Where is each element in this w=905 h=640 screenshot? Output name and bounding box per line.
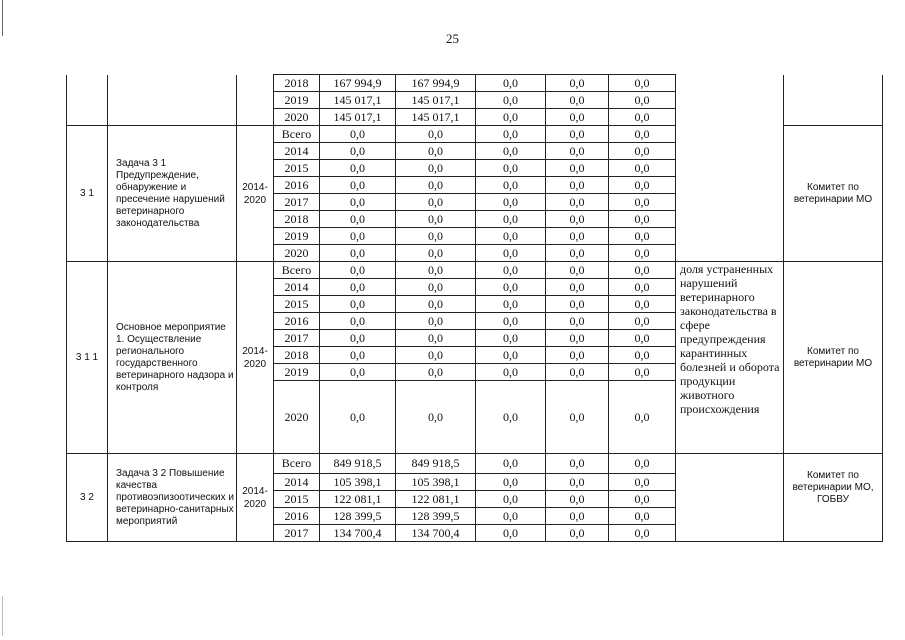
year-cell: 2019 <box>274 92 320 109</box>
value-cell: 0,0 <box>396 347 476 364</box>
value-cell: 0,0 <box>476 211 546 228</box>
value-cell: 0,0 <box>396 245 476 262</box>
executor-cell: Комитет по ветеринарии МО, ГОБВУ <box>784 454 883 542</box>
value-cell: 0,0 <box>609 228 676 245</box>
value-cell: 0,0 <box>546 508 609 525</box>
year-cell: 2019 <box>274 228 320 245</box>
value-cell: 0,0 <box>320 313 396 330</box>
value-cell: 0,0 <box>320 296 396 313</box>
table-row <box>67 75 883 92</box>
value-cell: 0,0 <box>396 143 476 160</box>
year-cell: 2014 <box>274 474 320 491</box>
year-cell: 2017 <box>274 194 320 211</box>
value-cell: 0,0 <box>476 381 546 454</box>
indicator-cell: доля устраненных нарушений ветеринарного законодательства в сфере предупреждения карантинных болезней и оборота продукции животного происхождения <box>676 262 784 454</box>
value-cell: 122 081,1 <box>320 491 396 508</box>
value-cell: 0,0 <box>546 109 609 126</box>
indicator-cell <box>676 75 784 262</box>
value-cell: 0,0 <box>609 474 676 491</box>
value-cell: 105 398,1 <box>396 474 476 491</box>
year-cell: 2019 <box>274 364 320 381</box>
table-row <box>67 454 883 474</box>
year-cell: 2018 <box>274 211 320 228</box>
value-cell: 0,0 <box>476 313 546 330</box>
code-cell: 3 2 <box>67 454 108 542</box>
year-cell: Всего <box>274 262 320 279</box>
year-cell: 2017 <box>274 525 320 542</box>
value-cell: 0,0 <box>320 160 396 177</box>
value-cell: 0,0 <box>320 245 396 262</box>
value-cell: 0,0 <box>396 262 476 279</box>
program-table <box>66 74 883 542</box>
value-cell: 0,0 <box>476 454 546 474</box>
value-cell: 0,0 <box>320 364 396 381</box>
year-cell: 2015 <box>274 160 320 177</box>
value-cell: 128 399,5 <box>320 508 396 525</box>
value-cell: 0,0 <box>476 143 546 160</box>
value-cell: 0,0 <box>396 211 476 228</box>
year-cell: 2015 <box>274 296 320 313</box>
value-cell: 0,0 <box>476 296 546 313</box>
value-cell: 0,0 <box>546 228 609 245</box>
value-cell: 0,0 <box>609 454 676 474</box>
value-cell: 0,0 <box>609 279 676 296</box>
value-cell: 0,0 <box>609 143 676 160</box>
value-cell: 0,0 <box>546 245 609 262</box>
year-cell: 2016 <box>274 177 320 194</box>
task-cell <box>108 75 237 126</box>
value-cell: 134 700,4 <box>320 525 396 542</box>
value-cell: 0,0 <box>546 491 609 508</box>
value-cell: 128 399,5 <box>396 508 476 525</box>
task-cell: Задача 3 2 Повышение качества противоэпизоотических и ветеринарно-санитарных мероприятий <box>108 454 237 542</box>
value-cell: 0,0 <box>609 194 676 211</box>
year-cell: 2018 <box>274 347 320 364</box>
value-cell: 0,0 <box>476 525 546 542</box>
task-cell: Основное мероприятие 1. Осуществление регионального государственного ветеринарного надзора и контроля <box>108 262 237 454</box>
value-cell: 0,0 <box>476 474 546 491</box>
value-cell: 134 700,4 <box>396 525 476 542</box>
value-cell: 167 994,9 <box>320 75 396 92</box>
executor-cell: Комитет по ветеринарии МО <box>784 126 883 262</box>
value-cell: 0,0 <box>320 228 396 245</box>
value-cell: 0,0 <box>320 279 396 296</box>
value-cell: 0,0 <box>609 126 676 143</box>
task-cell: Задача 3 1 Предупреждение, обнаружение и пресечение нарушений ветеринарного законодательства <box>108 126 237 262</box>
value-cell: 0,0 <box>320 177 396 194</box>
value-cell: 145 017,1 <box>320 92 396 109</box>
code-cell: 3 1 <box>67 126 108 262</box>
value-cell: 0,0 <box>476 160 546 177</box>
executor-cell: Комитет по ветеринарии МО <box>784 262 883 454</box>
value-cell: 0,0 <box>609 313 676 330</box>
year-cell: 2014 <box>274 143 320 160</box>
value-cell: 145 017,1 <box>396 92 476 109</box>
value-cell: 167 994,9 <box>396 75 476 92</box>
value-cell: 0,0 <box>396 330 476 347</box>
value-cell: 122 081,1 <box>396 491 476 508</box>
value-cell: 0,0 <box>609 92 676 109</box>
year-cell: 2020 <box>274 381 320 454</box>
value-cell: 0,0 <box>546 454 609 474</box>
value-cell: 0,0 <box>476 508 546 525</box>
value-cell: 0,0 <box>546 296 609 313</box>
year-cell: 2020 <box>274 245 320 262</box>
value-cell: 0,0 <box>546 75 609 92</box>
value-cell: 849 918,5 <box>320 454 396 474</box>
value-cell: 0,0 <box>476 75 546 92</box>
value-cell: 0,0 <box>609 364 676 381</box>
value-cell: 0,0 <box>476 92 546 109</box>
value-cell: 0,0 <box>546 330 609 347</box>
value-cell: 0,0 <box>320 194 396 211</box>
value-cell: 0,0 <box>609 491 676 508</box>
value-cell: 0,0 <box>546 347 609 364</box>
value-cell: 0,0 <box>476 228 546 245</box>
value-cell: 0,0 <box>546 126 609 143</box>
value-cell: 0,0 <box>476 177 546 194</box>
value-cell: 105 398,1 <box>320 474 396 491</box>
year-cell: 2017 <box>274 330 320 347</box>
value-cell: 0,0 <box>609 381 676 454</box>
value-cell: 0,0 <box>476 347 546 364</box>
table-row <box>67 262 883 279</box>
value-cell: 0,0 <box>476 279 546 296</box>
value-cell: 0,0 <box>609 75 676 92</box>
value-cell: 0,0 <box>609 330 676 347</box>
value-cell: 0,0 <box>609 262 676 279</box>
value-cell: 0,0 <box>320 262 396 279</box>
year-cell: 2016 <box>274 313 320 330</box>
value-cell: 0,0 <box>546 160 609 177</box>
value-cell: 0,0 <box>320 143 396 160</box>
value-cell: 0,0 <box>609 296 676 313</box>
value-cell: 0,0 <box>546 364 609 381</box>
value-cell: 0,0 <box>609 245 676 262</box>
period-cell: 2014-2020 <box>237 454 274 542</box>
value-cell: 0,0 <box>396 194 476 211</box>
value-cell: 0,0 <box>396 177 476 194</box>
value-cell: 0,0 <box>609 347 676 364</box>
value-cell: 0,0 <box>546 262 609 279</box>
year-cell: Всего <box>274 454 320 474</box>
value-cell: 0,0 <box>609 160 676 177</box>
year-cell: 2014 <box>274 279 320 296</box>
value-cell: 0,0 <box>320 211 396 228</box>
year-cell: 2016 <box>274 508 320 525</box>
scan-margin-line <box>2 596 3 636</box>
value-cell: 0,0 <box>476 126 546 143</box>
value-cell: 0,0 <box>320 381 396 454</box>
period-cell <box>237 75 274 126</box>
year-cell: Всего <box>274 126 320 143</box>
value-cell: 0,0 <box>476 245 546 262</box>
period-cell: 2014-2020 <box>237 262 274 454</box>
value-cell: 849 918,5 <box>396 454 476 474</box>
value-cell: 0,0 <box>546 143 609 160</box>
value-cell: 0,0 <box>546 211 609 228</box>
value-cell: 0,0 <box>546 279 609 296</box>
year-cell: 2018 <box>274 75 320 92</box>
page-number: 25 <box>446 31 459 46</box>
value-cell: 0,0 <box>609 211 676 228</box>
executor-cell <box>784 75 883 126</box>
value-cell: 0,0 <box>396 126 476 143</box>
value-cell: 0,0 <box>546 313 609 330</box>
code-cell <box>67 75 108 126</box>
value-cell: 0,0 <box>476 194 546 211</box>
year-cell: 2015 <box>274 491 320 508</box>
value-cell: 0,0 <box>476 109 546 126</box>
value-cell: 0,0 <box>396 364 476 381</box>
value-cell: 0,0 <box>476 364 546 381</box>
value-cell: 0,0 <box>396 296 476 313</box>
value-cell: 0,0 <box>546 92 609 109</box>
scan-margin-line <box>2 0 3 36</box>
value-cell: 0,0 <box>609 177 676 194</box>
value-cell: 0,0 <box>396 228 476 245</box>
code-cell: 3 1 1 <box>67 262 108 454</box>
value-cell: 0,0 <box>396 160 476 177</box>
value-cell: 0,0 <box>546 525 609 542</box>
value-cell: 0,0 <box>609 508 676 525</box>
value-cell: 0,0 <box>476 330 546 347</box>
value-cell: 0,0 <box>546 177 609 194</box>
period-cell: 2014-2020 <box>237 126 274 262</box>
value-cell: 0,0 <box>396 381 476 454</box>
value-cell: 0,0 <box>546 194 609 211</box>
value-cell: 0,0 <box>609 525 676 542</box>
value-cell: 0,0 <box>396 279 476 296</box>
value-cell: 0,0 <box>476 491 546 508</box>
value-cell: 145 017,1 <box>320 109 396 126</box>
value-cell: 0,0 <box>546 381 609 454</box>
value-cell: 0,0 <box>476 262 546 279</box>
value-cell: 0,0 <box>396 313 476 330</box>
value-cell: 0,0 <box>320 126 396 143</box>
indicator-cell <box>676 454 784 542</box>
value-cell: 0,0 <box>546 474 609 491</box>
value-cell: 145 017,1 <box>396 109 476 126</box>
year-cell: 2020 <box>274 109 320 126</box>
value-cell: 0,0 <box>320 347 396 364</box>
value-cell: 0,0 <box>320 330 396 347</box>
value-cell: 0,0 <box>609 109 676 126</box>
